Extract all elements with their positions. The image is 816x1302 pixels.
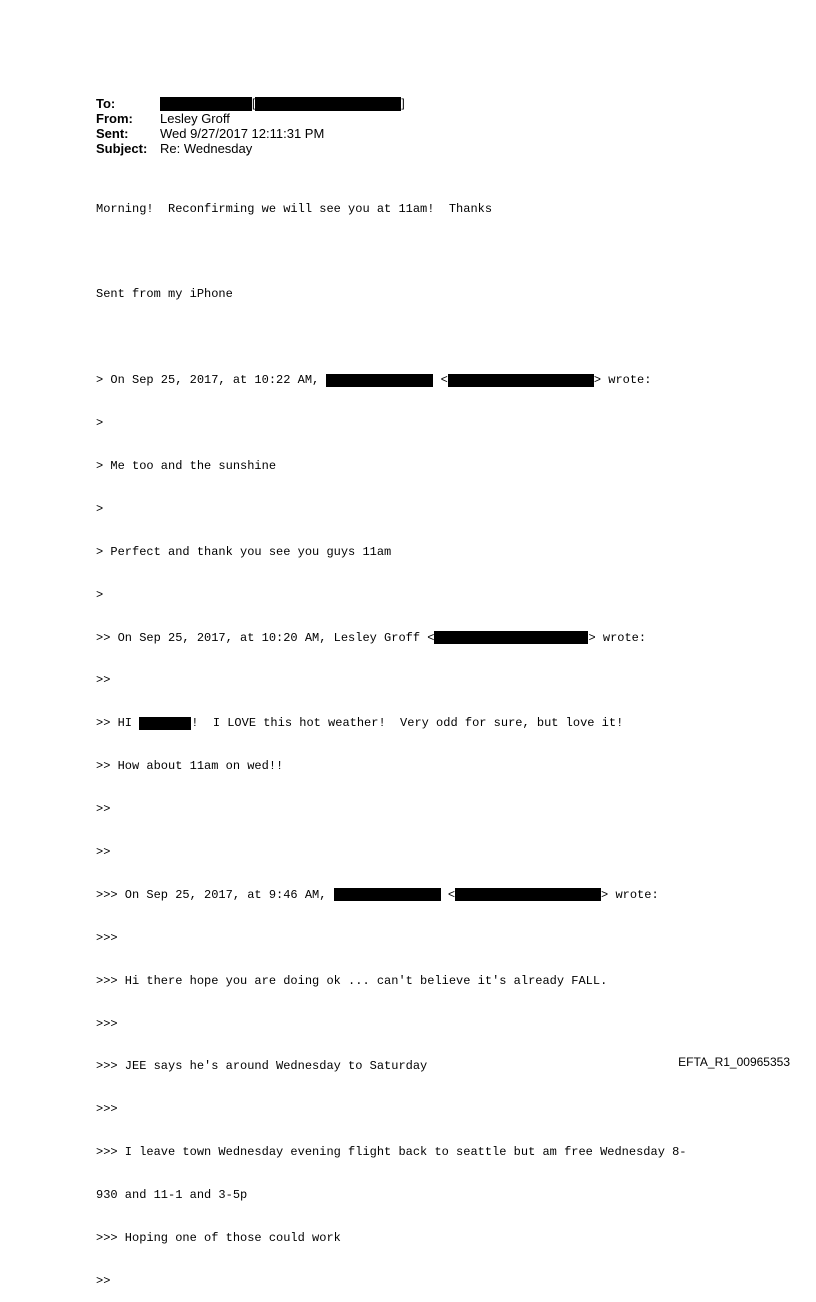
subject-value: Re: Wednesday: [160, 141, 253, 156]
to-label: To:: [96, 96, 116, 111]
quote-text: > wrote:: [601, 887, 659, 902]
quote-line: >>: [96, 844, 111, 859]
quote-line: >>: [96, 802, 111, 817]
subject-row: [96, 141, 405, 156]
email-body: [96, 173, 687, 1302]
quote-header-line: [96, 631, 687, 645]
subject-label: Subject:: [96, 141, 148, 156]
redaction-bar: [160, 97, 252, 111]
quote-text: >> HI: [96, 716, 140, 731]
redaction-bar: [334, 888, 441, 901]
quote-line: > Me too and the sunshine: [96, 458, 277, 473]
quote-line: >: [96, 501, 104, 516]
from-value: Lesley Groff: [160, 111, 230, 126]
quote-line: >>> I leave town Wednesday evening flight back to seattle but am free Wednesday 8-: [96, 1145, 687, 1160]
quote-line: >>: [96, 673, 111, 688]
quote-text: <: [440, 887, 456, 902]
quote-text: > wrote:: [588, 630, 647, 645]
sent-label: Sent:: [96, 126, 129, 141]
quote-text: <: [433, 373, 448, 388]
email-header: [96, 96, 405, 156]
quote-text: ! I LOVE this hot weather! Very odd for sure, but love it!: [191, 716, 624, 731]
redaction-bar: [326, 374, 433, 387]
body-line: Morning! Reconfirming we will see you at 11am! Thanks: [96, 201, 493, 216]
quote-line: >>>: [96, 930, 118, 945]
quote-header-line: [96, 888, 687, 902]
quote-line: >>>: [96, 1016, 118, 1031]
quote-text: > wrote:: [593, 373, 652, 388]
quote-line: >>> Hoping one of those could work: [96, 1230, 341, 1245]
quote-line: >>> JEE says he's around Wednesday to Saturday: [96, 1059, 428, 1074]
quote-line: >>>: [96, 1102, 118, 1117]
document-id: EFTA_R1_00965353: [678, 1055, 790, 1069]
from-label: From:: [96, 111, 133, 126]
sent-value: Wed 9/27/2017 12:11:31 PM: [160, 126, 325, 141]
quote-line: >: [96, 587, 104, 602]
body-line: Sent from my iPhone: [96, 287, 233, 302]
redaction-bar: [434, 631, 588, 644]
to-value: [160, 96, 405, 111]
quote-text: >> On Sep 25, 2017, at 10:20 AM, Lesley Groff <: [96, 630, 435, 645]
quote-line: > Perfect and thank you see you guys 11am: [96, 544, 392, 559]
redaction-bar: [139, 717, 191, 730]
quote-line: >> How about 11am on wed!!: [96, 759, 284, 774]
quote-text: >>> On Sep 25, 2017, at 9:46 AM,: [96, 887, 334, 902]
to-row: [96, 96, 405, 111]
to-bracket-open: [: [252, 96, 256, 110]
quote-line: 930 and 11-1 and 3-5p: [96, 1188, 248, 1203]
quote-line: >: [96, 416, 104, 431]
sent-row: [96, 126, 405, 141]
quote-line: [96, 716, 687, 730]
to-bracket-close: ]: [401, 96, 405, 110]
quote-text: > On Sep 25, 2017, at 10:22 AM,: [96, 373, 327, 388]
from-row: [96, 111, 405, 126]
redaction-bar: [255, 97, 401, 111]
redaction-bar: [455, 888, 601, 901]
quote-line: >>: [96, 1273, 111, 1288]
quote-line: >>> Hi there hope you are doing ok ... can't believe it's already FALL.: [96, 973, 608, 988]
redaction-bar: [448, 374, 594, 387]
quote-header-line: [96, 373, 687, 387]
